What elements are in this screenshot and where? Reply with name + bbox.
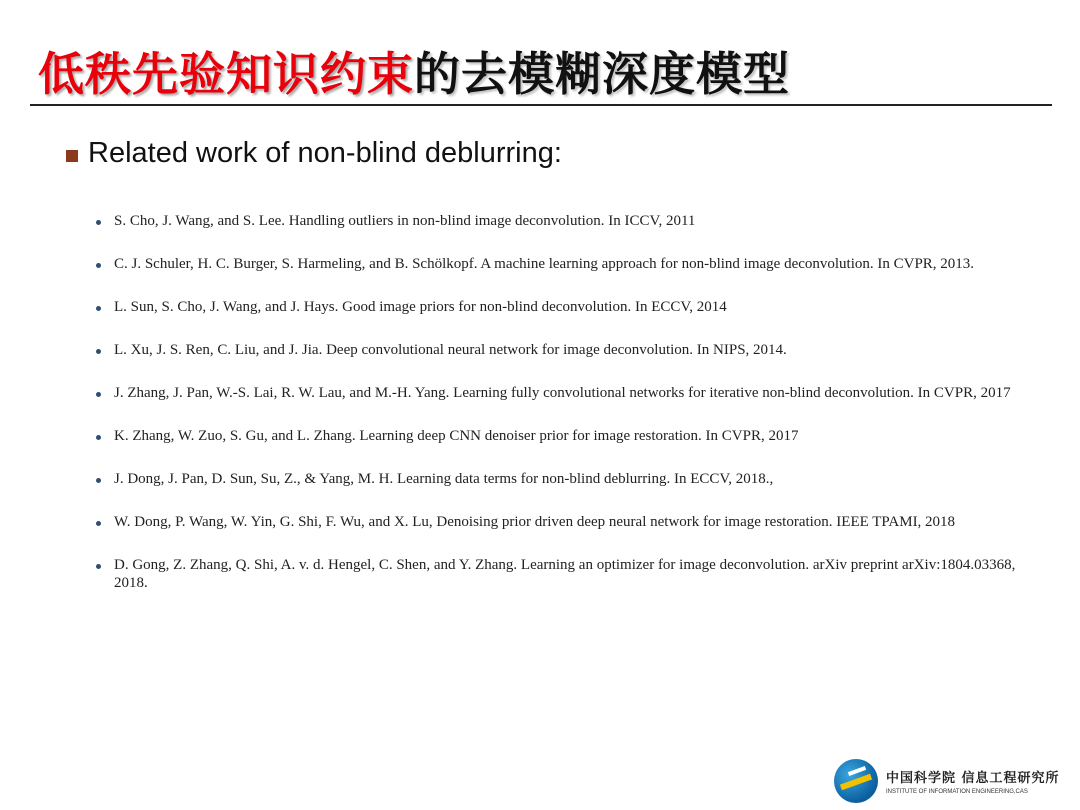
bullet-dot-icon bbox=[96, 521, 101, 526]
reference-item bbox=[96, 212, 1016, 230]
reference-text: D. Gong, Z. Zhang, Q. Shi, A. v. d. Hengel, C. Shen, and Y. Zhang. Learning an optimizer for image deconvolution. arXiv preprint arXiv:1804.03368, 2018. bbox=[114, 557, 1016, 591]
square-bullet-icon bbox=[66, 150, 78, 162]
institute-emblem-icon bbox=[834, 759, 878, 803]
slide-title bbox=[38, 44, 790, 104]
slide-title-black: 的去模糊深度模型 bbox=[414, 47, 790, 101]
bullet-dot-icon bbox=[96, 564, 101, 569]
bullet-dot-icon bbox=[96, 306, 101, 311]
section-heading-text: Related work of non-blind deblurring: bbox=[88, 137, 562, 169]
bullet-dot-icon bbox=[96, 349, 101, 354]
institute-name-en: INSTITUTE OF INFORMATION ENGINEERING,CAS bbox=[886, 789, 1028, 795]
reference-item bbox=[96, 513, 1016, 531]
institute-name bbox=[886, 767, 1060, 795]
bullet-dot-icon bbox=[96, 220, 101, 225]
title-divider bbox=[30, 104, 1052, 106]
reference-item bbox=[96, 470, 1016, 488]
bullet-dot-icon bbox=[96, 435, 101, 440]
reference-item bbox=[96, 255, 1016, 273]
reference-text: C. J. Schuler, H. C. Burger, S. Harmeling, and B. Schölkopf. A machine learning approach for non-blind image deconvolution. In CVPR, 2013. bbox=[114, 256, 975, 272]
institute-logo bbox=[834, 758, 1074, 804]
bullet-dot-icon bbox=[96, 263, 101, 268]
section-heading bbox=[66, 137, 562, 170]
institute-name-cn: 中国科学院 信息工程研究所 bbox=[886, 771, 1060, 786]
bullet-dot-icon bbox=[96, 478, 101, 483]
bullet-dot-icon bbox=[96, 392, 101, 397]
reference-text: W. Dong, P. Wang, W. Yin, G. Shi, F. Wu, and X. Lu, Denoising prior driven deep neural network for image restoration. IEEE TPAMI, 2018 bbox=[114, 514, 956, 530]
reference-item bbox=[96, 556, 1016, 592]
reference-item bbox=[96, 298, 1016, 316]
reference-item bbox=[96, 384, 1016, 402]
reference-list bbox=[96, 212, 1016, 592]
reference-text: L. Sun, S. Cho, J. Wang, and J. Hays. Good image priors for non-blind deconvolution. In ECCV, 2014 bbox=[114, 299, 727, 315]
reference-text: S. Cho, J. Wang, and S. Lee. Handling outliers in non-blind image deconvolution. In ICCV, 2011 bbox=[114, 213, 696, 229]
reference-text: L. Xu, J. S. Ren, C. Liu, and J. Jia. Deep convolutional neural network for image deconvolution. In NIPS, 2014. bbox=[114, 342, 787, 358]
reference-text: J. Zhang, J. Pan, W.-S. Lai, R. W. Lau, and M.-H. Yang. Learning fully convolutional networks for iterative non-blind deconvolution. In CVPR, 2017 bbox=[114, 385, 1011, 401]
reference-text: K. Zhang, W. Zuo, S. Gu, and L. Zhang. Learning deep CNN denoiser prior for image restoration. In CVPR, 2017 bbox=[114, 428, 799, 444]
slide-title-red: 低秩先验知识约束 bbox=[38, 47, 414, 101]
reference-text: J. Dong, J. Pan, D. Sun, Su, Z., & Yang, M. H. Learning data terms for non-blind deblurring. In ECCV, 2018., bbox=[114, 471, 774, 487]
reference-item bbox=[96, 341, 1016, 359]
reference-item bbox=[96, 427, 1016, 445]
